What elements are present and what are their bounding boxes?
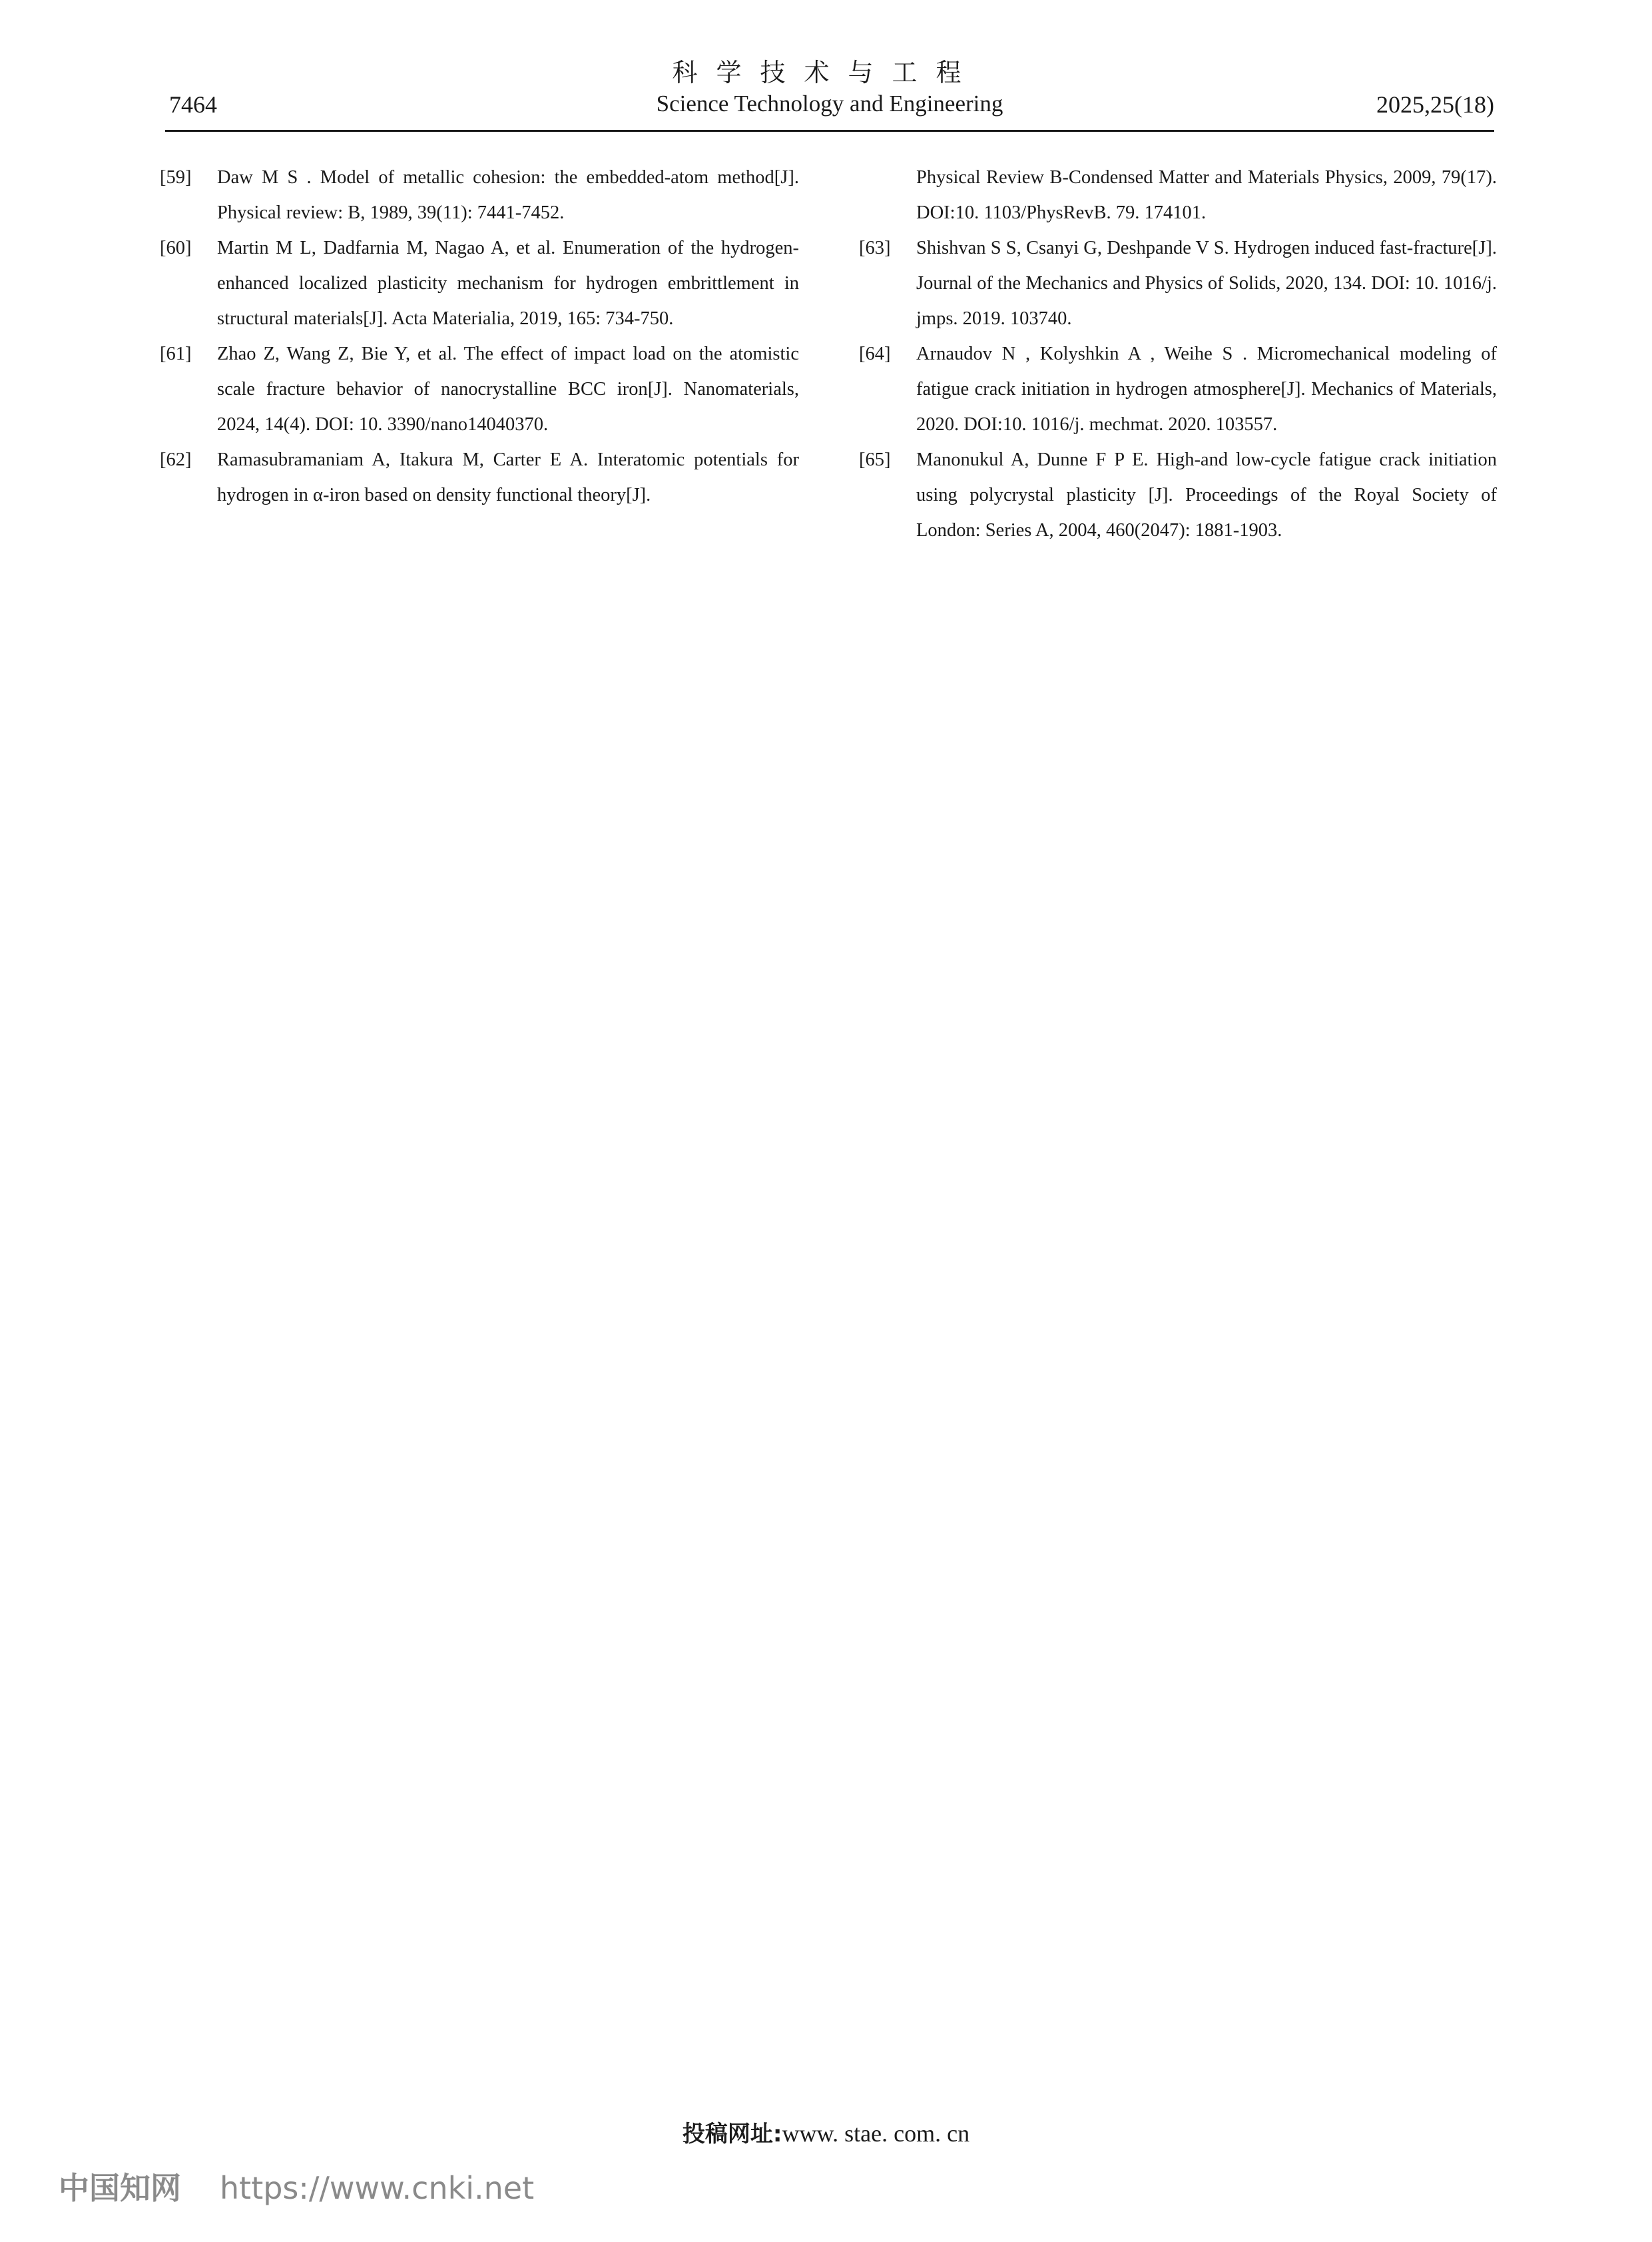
reference-number: [63] [859,238,891,258]
references-left-column [160,160,799,513]
reference-number: [62] [160,449,192,470]
journal-title-en: Science Technology and Engineering [656,91,1003,117]
reference-text: Martin M L, Dadfarnia M, Nagao A, et al. Enumeration of the hydrogen-enhanced localized plasticity mechanism for hydrogen embrittlement in structural materials[J]. Acta Materialia, 2019, 165: 734-750. [217,238,799,329]
reference-item [859,336,1497,442]
cnki-watermark [59,2164,534,2208]
journal-title-cn: 科学技术与工程 [672,58,980,87]
reference-item [160,336,799,442]
reference-item [160,230,799,336]
header-divider [165,130,1494,132]
submission-url[interactable]: www. stae. com. cn [782,2120,970,2147]
issue-info: 2025,25(18) [1376,91,1494,118]
reference-text: Zhao Z, Wang Z, Bie Y, et al. The effect of impact load on the atomistic scale fracture behavior of nanocrystalline BCC iron[J]. Nanomaterials, 2024, 14(4). DOI: 10. 3390/nano14040370. [217,344,799,435]
reference-text: Arnaudov N , Kolyshkin A , Weihe S . Micromechanical modeling of fatigue crack initiation in hydrogen atmosphere[J]. Mechanics of Materials, 2020. DOI:10. 1016/j. mechmat. 2020. 103557. [916,344,1497,435]
reference-number: [60] [160,238,192,258]
watermark-url: https://www.cnki.net [220,2170,535,2206]
reference-text: Ramasubramaniam A, Itakura M, Carter E A. Interatomic potentials for hydrogen in α-iron based on density functional theory[J]. [217,449,799,505]
running-header [165,91,1494,120]
reference-item [859,230,1497,336]
submission-label: 投稿网址: [682,2121,782,2147]
reference-text: Shishvan S S, Csanyi G, Deshpande V S. Hydrogen induced fast-fracture[J]. Journal of the Mechanics and Physics of Solids, 2020, 134. DOI: 10. 1016/j. jmps. 2019. 103740. [916,238,1497,329]
reference-number: [59] [160,167,192,188]
watermark-site-name: 中国知网 [59,2170,181,2206]
page-number: 7464 [169,91,217,118]
reference-number: [61] [160,344,192,364]
reference-text: Manonukul A, Dunne F P E. High-and low-cycle fatigue crack initiation using polycrystal plasticity [J]. Proceedings of the Royal Society of London: Series A, 2004, 460(2047): 1881-1903. [916,449,1497,541]
reference-text: Daw M S . Model of metallic cohesion: the embedded-atom method[J]. Physical review: B, 1989, 39(11): 7441-7452. [217,167,799,223]
reference-item [160,442,799,513]
reference-item [859,442,1497,548]
reference-item [160,160,799,230]
reference-number: [65] [859,449,891,470]
references-right-column [859,160,1497,548]
reference-continuation: Physical Review B-Condensed Matter and Materials Physics, 2009, 79(17). DOI:10. 1103/PhysRevB. 79. 174101. [916,167,1497,223]
submission-footer [0,2115,1652,2148]
reference-number: [64] [859,344,891,364]
